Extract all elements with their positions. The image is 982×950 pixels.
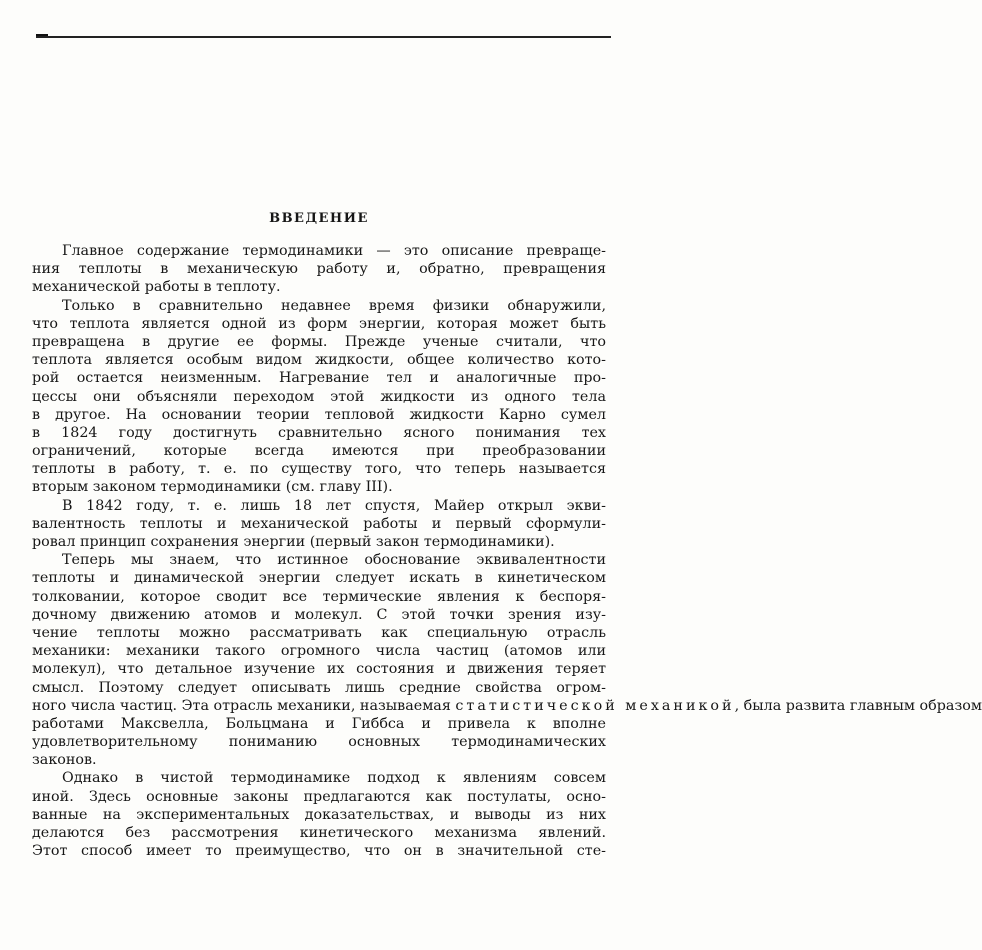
text-line: дочному движению атомов и молекул. С этой точки зрения изу- [32,606,606,623]
text-line: смысл. Поэтому следует описывать лишь средние свойства огром- [32,679,606,696]
text-line: толковании, которое сводит все термические явления к беспоря- [32,588,606,605]
text-line: В 1842 году, т. е. лишь 18 лет спустя, Майер открыл экви- [62,497,606,514]
text-fragment: , была развита главным образом [734,697,982,714]
text-line: вторым законом термодинамики (см. главу III). [32,479,393,496]
text-line: ванные на экспериментальных доказательствах, и выводы из них [32,806,606,823]
text-line: Только в сравнительно недавнее время физики обнаружили, [62,297,606,314]
text-line: что теплота является одной из форм энергии, которая может быть [32,315,606,332]
text-line: законов. [32,752,97,769]
text-line: Главное содержание термодинамики — это описание превраще- [62,243,606,259]
text-line: Этот способ имеет то преимущество, что он в значительной сте- [32,843,606,860]
text-line: в другое. На основании теории тепловой жидкости Карно сумел [32,406,606,423]
text-line: рой остается неизменным. Нагревание тел и аналогичные про- [32,370,606,387]
text-line [32,697,982,715]
text-line: молекул), что детальное изучение их состояния и движения теряет [32,661,606,678]
text-line: теплота является особым видом жидкости, общее количество кото- [32,352,606,369]
text-line: превращена в другие ее формы. Прежде ученые считали, что [32,333,606,350]
paragraph [32,551,982,769]
text-line: в 1824 году достигнуть сравнительно ясного понимания тех [32,424,606,441]
text-line: теплоты и динамической энергии следует искать в кинетическом [32,570,606,587]
text-fragment: ного числа частиц. Эта отрасль механики, называемая [32,697,451,714]
text-line: делаются без рассмотрения кинетического механизма явлений. [32,825,606,841]
text-line: ния теплоты в механическую работу и, обратно, превращения [32,261,606,278]
header-rule [36,36,611,38]
emphasized-term: статистической механикой [455,697,735,714]
text-line: Теперь мы знаем, что истинное обоснование эквивалентности [62,552,606,569]
text-line: теплоты в работу, т. е. по существу того, что теперь называется [32,461,606,478]
text-line: цессы они объясняли переходом этой жидкости из одного тела [32,388,606,405]
text-line: механической работы в теплоту. [32,279,281,296]
text-line: удовлетворительному пониманию основных термодинамических [32,734,606,751]
paragraph [32,242,606,297]
text-line: ограничений, которые всегда имеются при преобразовании [32,443,606,460]
text-line: валентность теплоты и механической работы и первый сформули- [32,515,606,532]
text-line: иной. Здесь основные законы предлагаются как постулаты, осно- [32,788,606,805]
paragraph [32,769,606,860]
text-line: ровал принцип сохранения энергии (первый закон термодинамики). [32,534,555,550]
paragraph [32,497,606,552]
text-line: Однако в чистой термодинамике подход к явлениям совсем [62,770,606,787]
page-body [32,210,982,860]
text-line: работами Максвелла, Больцмана и Гиббса и привела к вполне [32,715,606,732]
text-line: чение теплоты можно рассматривать как специальную отрасль [32,624,606,641]
chapter-heading: ВВЕДЕНИЕ [269,211,369,226]
paragraph [32,297,606,497]
text-line: механики: механики такого огромного числа частиц (атомов или [32,643,606,660]
